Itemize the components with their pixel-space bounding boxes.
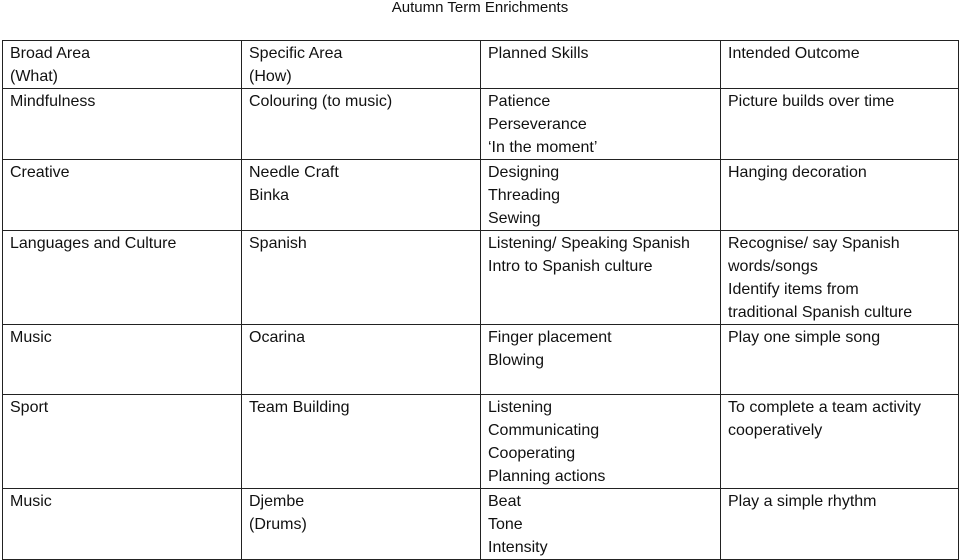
cell-planned-skills [481,325,721,395]
cell-line: Patience [488,93,551,110]
cell-line: (Drums) [249,516,307,533]
cell-line: Spanish [249,235,307,252]
cell-line: Needle Craft [249,164,339,181]
cell-broad-area [3,89,242,160]
cell-specific-area [242,395,481,489]
cell-line: traditional Spanish culture [728,304,913,321]
cell-broad-area [3,489,242,560]
header-line: Intended Outcome [728,45,860,62]
cell-specific-area [242,489,481,560]
cell-planned-skills [481,89,721,160]
cell-specific-area [242,89,481,160]
cell-line: To complete a team activity [728,399,921,416]
cell-line: Djembe [249,493,305,510]
cell-line: Sewing [488,210,541,227]
table-row [3,325,959,395]
cell-planned-skills [481,160,721,231]
cell-specific-area [242,325,481,395]
cell-line: Listening/ Speaking Spanish [488,235,690,252]
cell-line: ‘In the moment’ [488,139,598,156]
cell-planned-skills [481,489,721,560]
header-line: Broad Area [10,45,91,62]
header-row [3,41,959,89]
header-line: Planned Skills [488,45,589,62]
cell-line: Music [10,329,52,346]
cell-line: Mindfulness [10,93,96,110]
header-planned-skills [481,41,721,89]
cell-broad-area [3,231,242,325]
cell-line: Beat [488,493,521,510]
cell-line: Recognise/ say Spanish [728,235,900,252]
cell-line: words/songs [728,258,818,275]
cell-line: Creative [10,164,70,181]
cell-line: Listening [488,399,553,416]
cell-line: Ocarina [249,329,306,346]
table-row [3,489,959,560]
cell-line: cooperatively [728,422,823,439]
cell-broad-area [3,325,242,395]
cell-intended-outcome [721,231,959,325]
cell-intended-outcome [721,395,959,489]
header-broad-area [3,41,242,89]
cell-line: Colouring (to music) [249,93,393,110]
cell-line: Sport [10,399,49,416]
cell-line: Blowing [488,352,545,369]
cell-line: Intro to Spanish culture [488,258,653,275]
cell-line: Binka [249,187,290,204]
cell-broad-area [3,160,242,231]
cell-line: Intensity [488,539,548,556]
cell-intended-outcome [721,160,959,231]
cell-intended-outcome [721,89,959,160]
cell-line: Perseverance [488,116,587,133]
header-intended-outcome [721,41,959,89]
cell-line: Cooperating [488,445,576,462]
cell-line: Hanging decoration [728,164,867,181]
enrichments-table [2,40,959,560]
cell-line: Play a simple rhythm [728,493,877,510]
cell-line: Play one simple song [728,329,881,346]
table-row [3,89,959,160]
cell-specific-area [242,160,481,231]
cell-planned-skills [481,231,721,325]
cell-line: Finger placement [488,329,612,346]
cell-planned-skills [481,395,721,489]
cell-line: Picture builds over time [728,93,895,110]
header-line: Specific Area [249,45,343,62]
header-specific-area [242,41,481,89]
cell-line: Identify items from [728,281,859,298]
cell-broad-area [3,395,242,489]
header-line: (How) [249,68,292,85]
cell-specific-area [242,231,481,325]
cell-line: Threading [488,187,561,204]
cell-line: Tone [488,516,523,533]
cell-line: Team Building [249,399,350,416]
document-title: Autumn Term Enrichments [391,0,569,16]
table-row [3,160,959,231]
cell-line: Music [10,493,52,510]
cell-line: Planning actions [488,468,606,485]
table-row [3,231,959,325]
cell-line: Languages and Culture [10,235,177,252]
cell-line: Designing [488,164,560,181]
cell-intended-outcome [721,325,959,395]
cell-intended-outcome [721,489,959,560]
header-line: (What) [10,68,58,85]
table-row [3,395,959,489]
table-body [3,41,959,560]
cell-line: Communicating [488,422,600,439]
